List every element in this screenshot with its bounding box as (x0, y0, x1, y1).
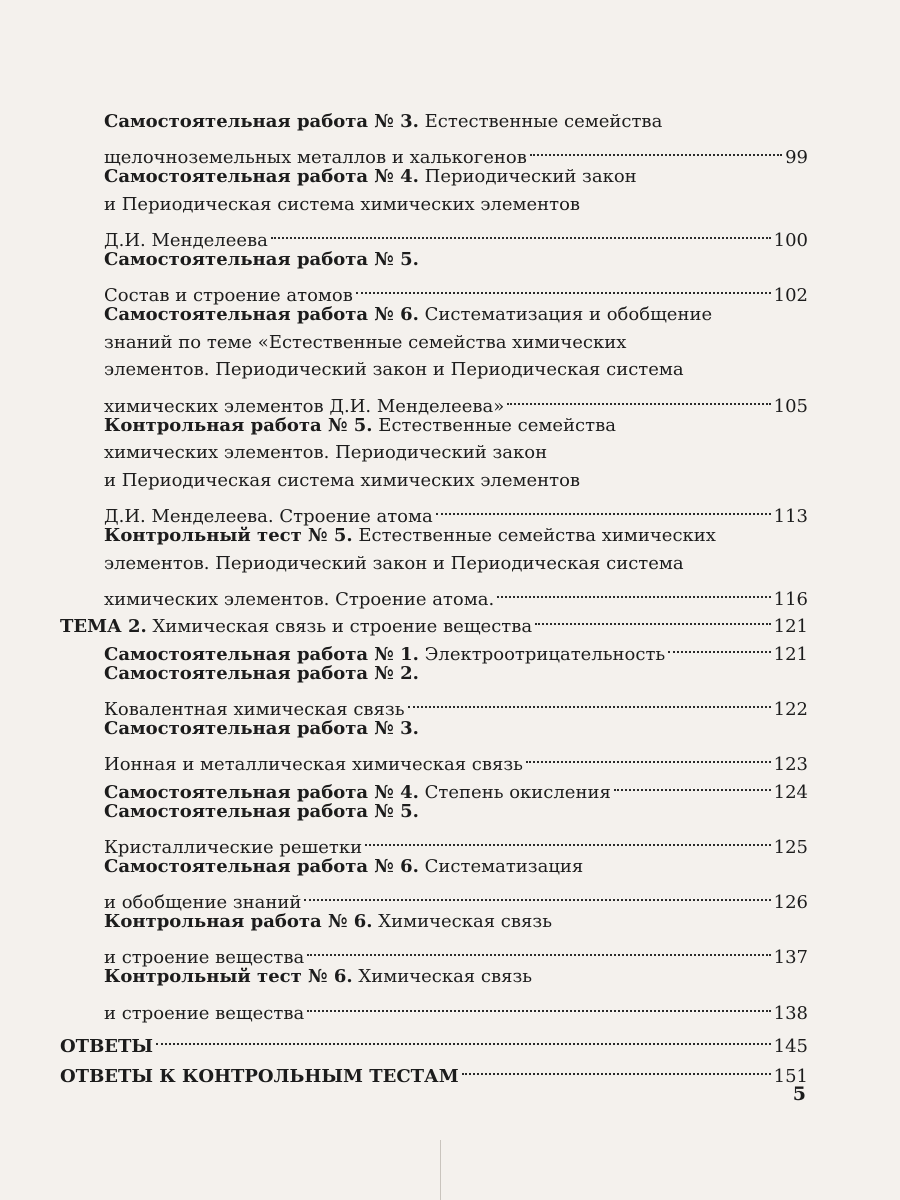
toc-page-number: 145 (773, 1036, 808, 1058)
toc-line (60, 329, 808, 357)
toc-entry-heading: Самостоятельная работа № 3. (104, 718, 419, 740)
toc-entry-heading: Самостоятельная работа № 2. (104, 662, 419, 684)
toc-page-number: 151 (773, 1065, 808, 1087)
toc-page-number: 122 (773, 699, 808, 721)
toc-page-number: 102 (773, 285, 808, 307)
toc-page-number: 138 (773, 1002, 808, 1024)
toc-entry-text: Систематизация и обобщение (418, 304, 713, 326)
toc-entry-text: Химическая связь (352, 966, 533, 988)
dot-leader (307, 936, 770, 964)
toc-entry-text: и обобщение знаний (104, 892, 302, 914)
toc-line (60, 743, 808, 776)
toc-entry-text: щелочноземельных металлов и халькогенов (104, 147, 527, 169)
toc-entry-text: Электроотрицательность (418, 643, 666, 665)
toc-entry-text: Степень окисления (418, 781, 611, 803)
toc-entry-heading: Самостоятельная работа № 6. (104, 856, 419, 878)
toc-line (60, 301, 808, 329)
toc-entry-text: и Периодическая система химических элементов (104, 193, 581, 215)
dot-leader (271, 218, 771, 246)
toc-line (60, 687, 808, 721)
toc-entry-text: Кристаллические решетки (104, 837, 363, 859)
dot-leader (535, 605, 771, 633)
toc-line (60, 494, 808, 527)
toc-line (60, 963, 808, 991)
toc-entry-text: и Периодическая система химических элементов (104, 469, 581, 491)
toc-entry-text: Состав и строение атомов (104, 285, 353, 307)
toc-entry-heading: Контрольная работа № 6. (104, 911, 373, 933)
dot-leader (156, 1025, 771, 1053)
toc-entry-text: элементов. Периодический закон и Периодическая система (104, 552, 684, 574)
toc-entry-heading: Самостоятельная работа № 3. (104, 111, 419, 132)
toc-entry-text: Естественные семейства (372, 414, 616, 436)
dot-leader (356, 274, 771, 302)
toc-line (60, 108, 808, 136)
toc-entry-heading: ОТВЕТЫ К КОНТРОЛЬНЫМ ТЕСТАМ (60, 1065, 459, 1087)
toc-line (60, 467, 808, 495)
toc-line (60, 936, 808, 969)
toc-entry-text: химических элементов. Строение атома. (104, 588, 495, 610)
toc-line (60, 1054, 808, 1087)
dot-leader (408, 687, 771, 715)
toc-line (60, 356, 808, 384)
toc-line (60, 522, 808, 550)
toc-line (60, 991, 808, 1024)
toc-entry-text: Химическая связь (372, 911, 552, 933)
toc-entry-text: Естественные семейства химических (352, 524, 716, 546)
dot-leader (436, 494, 771, 522)
dot-leader (497, 577, 770, 605)
toc-page-number: 116 (773, 588, 808, 610)
toc-line (60, 853, 808, 881)
toc-page-number: 99 (785, 147, 808, 169)
toc-line (60, 246, 808, 274)
toc-entry-heading: Контрольный тест № 6. (104, 966, 353, 988)
toc-page-number: 105 (773, 395, 808, 417)
dot-leader (530, 136, 782, 164)
toc-entry-text: Д.И. Менделеева. Строение атома (104, 505, 433, 527)
toc-entry-text: Ионная и металлическая химическая связь (104, 754, 523, 776)
toc-entry-heading: Контрольная работа № 5. (104, 414, 373, 436)
dot-leader (365, 825, 771, 853)
toc-page-number: 121 (773, 616, 808, 638)
toc-page-number: 126 (773, 892, 808, 914)
toc-entry-text: и строение вещества (104, 1002, 305, 1024)
toc-entry-text: Естественные семейства (418, 111, 663, 132)
toc-entry-text: Систематизация (418, 856, 584, 878)
toc-entry-text: Ковалентная химическая связь (104, 699, 405, 721)
toc-page-number: 121 (773, 643, 808, 665)
table-of-contents (60, 108, 808, 1087)
toc-entry-heading: ОТВЕТЫ (60, 1036, 154, 1058)
toc-entry-text: знаний по теме «Естественные семейства химических (104, 331, 627, 353)
dot-leader (507, 384, 770, 412)
dot-leader (462, 1054, 771, 1082)
toc-entry-text: Химическая связь и строение вещества (146, 616, 533, 638)
toc-page-number: 137 (773, 947, 808, 969)
toc-line (60, 191, 808, 219)
dot-leader (614, 770, 771, 798)
toc-page-number: 113 (773, 505, 808, 527)
toc-line (60, 715, 808, 743)
toc-entry-heading: Самостоятельная работа № 1. (104, 643, 419, 665)
toc-line (60, 908, 808, 936)
toc-line (60, 412, 808, 440)
toc-entry-text: Д.И. Менделеева (104, 229, 268, 251)
dot-leader (668, 632, 770, 660)
toc-entry-heading: Самостоятельная работа № 5. (104, 248, 419, 270)
toc-page-number: 100 (773, 229, 808, 251)
toc-entry-text: химических элементов Д.И. Менделеева» (104, 395, 505, 417)
toc-entry-heading: Контрольный тест № 5. (104, 524, 353, 546)
dot-leader (526, 743, 771, 771)
dot-leader (307, 991, 770, 1019)
toc-entry-heading: Самостоятельная работа № 4. (104, 166, 419, 188)
toc-line (60, 384, 808, 417)
toc-line (60, 1025, 808, 1058)
toc-entry-heading: Самостоятельная работа № 4. (104, 781, 419, 803)
toc-line (60, 136, 808, 169)
toc-line (60, 439, 808, 467)
toc-entry-text: химических элементов. Периодический закон (104, 442, 548, 464)
toc-line (60, 577, 808, 610)
toc-entry-heading: Самостоятельная работа № 6. (104, 304, 419, 326)
toc-line (60, 218, 808, 251)
toc-entry-heading: ТЕМА 2. (60, 616, 147, 638)
toc-line (60, 550, 808, 578)
toc-line (60, 163, 808, 191)
toc-page-number: 124 (773, 781, 808, 803)
toc-entry-text: и строение вещества (104, 947, 305, 969)
toc-entry-text: элементов. Периодический закон и Периодическая система (104, 359, 684, 381)
toc-entry-heading: Самостоятельная работа № 5. (104, 800, 419, 822)
toc-line (60, 825, 808, 859)
page-number: 5 (792, 1083, 806, 1105)
toc-line (60, 881, 808, 914)
page-fold-line (440, 1140, 441, 1200)
toc-page-number: 125 (773, 837, 808, 859)
dot-leader (304, 881, 770, 909)
toc-entry-text: Периодический закон (418, 166, 637, 188)
toc-page-number: 123 (773, 754, 808, 776)
toc-line (60, 274, 808, 307)
